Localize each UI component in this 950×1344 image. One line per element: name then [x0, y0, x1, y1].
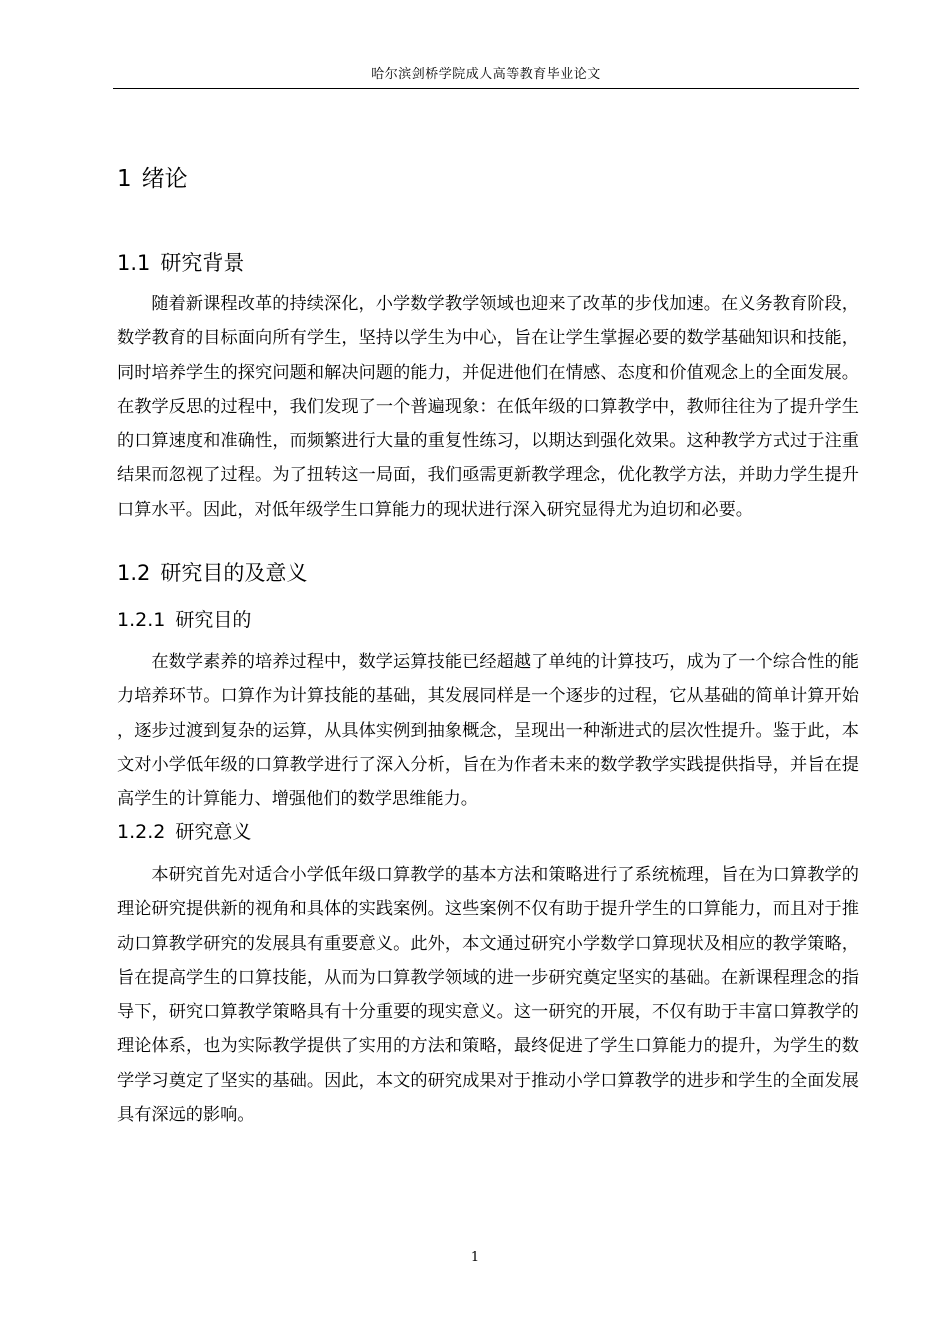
paragraph-research-significance: 本研究首先对适合小学低年级口算教学的基本方法和策略进行了系统梳理，旨在为口算教学的理论研究提供新的视角和具体的实践案例。这些案例不仅有助于提升学生的口算能力，而且对于推动口算教学研究的发展具有重要意义。此外，本文通过研究小学数学口算现状及相应的教学策略，旨在提高学生的口算技能，从而为口算教学领域的进一步研究奠定坚实的基础。在新课程理念的指导下，研究口算教学策略具有十分重要的现实意义。这一研究的开展，不仅有助于丰富口算教学的理论体系，也为实际教学提供了实用的方法和策略，最终促进了学生口算能力的提升，为学生的数学学习奠定了坚实的基础。因此，本文的研究成果对于推动小学口算教学的进步和学生的全面发展具有深远的影响。	[117, 865, 859, 1126]
subsection-number: 1.2.2	[117, 821, 166, 843]
section-number: 1.2	[117, 561, 151, 585]
subsection-heading-1-2-2	[117, 819, 251, 845]
section-heading-1-2	[117, 559, 307, 587]
chapter-heading	[117, 164, 188, 194]
subsection-title: 研究意义	[175, 821, 252, 843]
subsection-title: 研究目的	[175, 609, 252, 631]
subsection-number: 1.2.1	[117, 609, 166, 631]
chapter-title: 绪论	[141, 166, 188, 192]
header-rule	[113, 88, 859, 89]
chapter-number: 1	[117, 166, 132, 192]
paragraph-research-background: 随着新课程改革的持续深化，小学数学教学领域也迎来了改革的步伐加速。在义务教育阶段，数学教育的目标面向所有学生，坚持以学生为中心，旨在让学生掌握必要的数学基础知识和技能，同时培养学生的探究问题和解决问题的能力，并促进他们在情感、态度和价值观念上的全面发展。在教学反思的过程中，我们发现了一个普遍现象：在低年级的口算教学中，教师往往为了提升学生的口算速度和准确性，而频繁进行大量的重复性练习，以期达到强化效果。这种教学方式过于注重结果而忽视了过程。为了扭转这一局面，我们亟需更新教学理念，优化教学方法，并助力学生提升口算水平。因此，对低年级学生口算能力的现状进行深入研究显得尤为迫切和必要。	[117, 294, 859, 520]
running-header: 哈尔滨剑桥学院成人高等教育毕业论文	[371, 67, 601, 82]
section-heading-1-1	[117, 249, 244, 277]
paragraph-research-purpose: 在数学素养的培养过程中，数学运算技能已经超越了单纯的计算技巧，成为了一个综合性的能力培养环节。口算作为计算技能的基础，其发展同样是一个逐步的过程，它从基础的简单计算开始，逐步过渡到复杂的运算，从具体实例到抽象概念，呈现出一种渐进式的层次性提升。鉴于此，本文对小学低年级的口算教学进行了深入分析，旨在为作者未来的数学教学实践提供指导，并旨在提高学生的计算能力、增强他们的数学思维能力。	[117, 652, 859, 810]
section-number: 1.1	[117, 251, 151, 275]
section-title: 研究背景	[160, 251, 245, 275]
subsection-heading-1-2-1	[117, 607, 251, 633]
page-number: 1	[470, 1250, 480, 1265]
section-title: 研究目的及意义	[160, 561, 308, 585]
